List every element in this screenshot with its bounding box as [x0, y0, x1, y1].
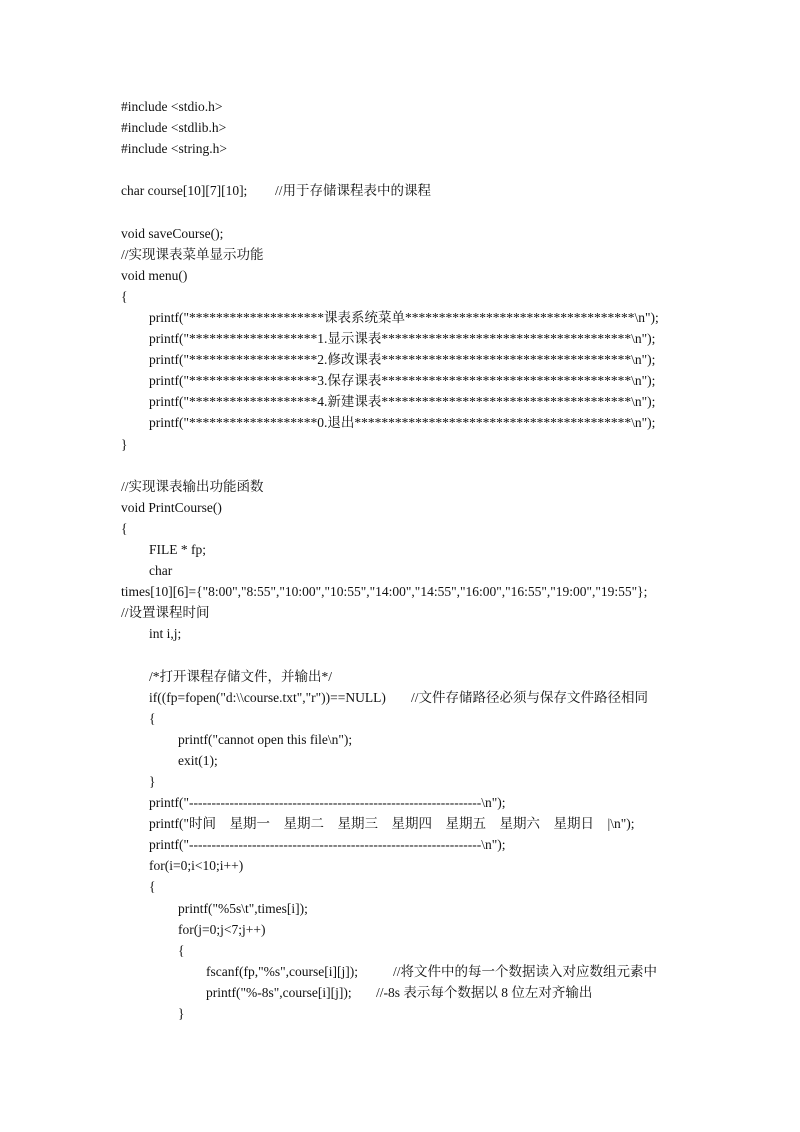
blank-line — [0, 201, 800, 222]
comment-line: //实现课表菜单显示功能 — [121, 246, 264, 262]
code-line: printf("-----------------------------------------------------------------\n"); — [149, 795, 506, 811]
code-line: #include <stdio.h> — [121, 99, 223, 114]
inline-comment: //用于存储课程表中的课程 — [275, 183, 432, 199]
comment-line: /*打开课程存储文件，并输出*/ — [149, 668, 333, 684]
code-line: exit(1); — [178, 752, 218, 768]
code-line: printf("-----------------------------------------------------------------\n"); — [149, 837, 506, 853]
code-line: { — [121, 520, 128, 536]
code-line: char course[10][7][10]; //用于存储课程表中的课程 — [0, 180, 800, 201]
code-line: printf("********************课表系统菜单**********************************\n"); — [149, 309, 659, 325]
code-line: printf("时间 星期一 星期二 星期三 星期四 星期五 星期六 星期日 |\n"); — [149, 816, 635, 832]
blank-line — [0, 159, 800, 180]
code-line: void PrintCourse() — [121, 499, 222, 515]
code-line: fscanf(fp,"%s",course[i][j]); //将文件中的每一个数据读入对应数组元素中 — [0, 961, 800, 982]
code-line: } — [149, 774, 156, 789]
code-line: { — [149, 710, 156, 726]
inline-comment: //将文件中的每一个数据读入对应数组元素中 — [393, 963, 658, 979]
code-line: int i,j; — [149, 626, 182, 642]
code-line: { — [149, 879, 156, 895]
blank-line — [0, 644, 800, 665]
code-line: { — [178, 942, 185, 958]
code-line: printf("*******************4.新建课表*************************************\n"); — [149, 394, 656, 410]
code-line: times[10][6]={"8:00","8:55","10:00","10:55","14:00","14:55","16:00","16:55","19:00","19:55"}; — [121, 584, 648, 600]
code-line: void saveCourse(); — [121, 225, 224, 241]
code-line: for(i=0;i<10;i++) — [149, 858, 244, 874]
code-line: printf("cannot open this file\n"); — [178, 731, 353, 747]
code-line: printf("%5s\t",times[i]); — [178, 900, 308, 916]
code-line: FILE * fp; — [149, 541, 206, 557]
code-line: printf("*******************2.修改课表*************************************\n"); — [149, 352, 656, 368]
code-line: } — [121, 436, 128, 452]
inline-comment: //文件存储路径必须与保存文件路径相同 — [411, 689, 649, 705]
code-line: printf("%-8s",course[i][j]); //-8s 表示每个数据以 8 位左对齐输出 — [0, 982, 800, 1003]
code-line: char — [149, 563, 173, 579]
comment-line: //设置课程时间 — [121, 605, 210, 621]
code-line: #include <stdlib.h> — [121, 120, 227, 136]
code-line: printf("*******************0.退出*****************************************\n"); — [149, 415, 656, 431]
comment-line: //实现课表输出功能函数 — [121, 478, 264, 494]
code-document — [0, 96, 800, 1024]
code-line: } — [178, 1006, 185, 1022]
code-line: void menu() — [121, 267, 188, 283]
blank-line — [0, 455, 800, 476]
code-line: printf("*******************3.保存课表*************************************\n"); — [149, 373, 656, 389]
code-line: #include <string.h> — [121, 141, 227, 157]
code-line: printf("*******************1.显示课表*************************************\n"); — [149, 331, 656, 347]
code-line: for(j=0;j<7;j++) — [178, 921, 266, 937]
inline-comment: //-8s 表示每个数据以 8 位左对齐输出 — [376, 984, 593, 1000]
code-line: if((fp=fopen("d:\\course.txt","r"))==NULL) //文件存储路径必须与保存文件路径相同 — [0, 687, 800, 708]
code-line: { — [121, 288, 128, 304]
